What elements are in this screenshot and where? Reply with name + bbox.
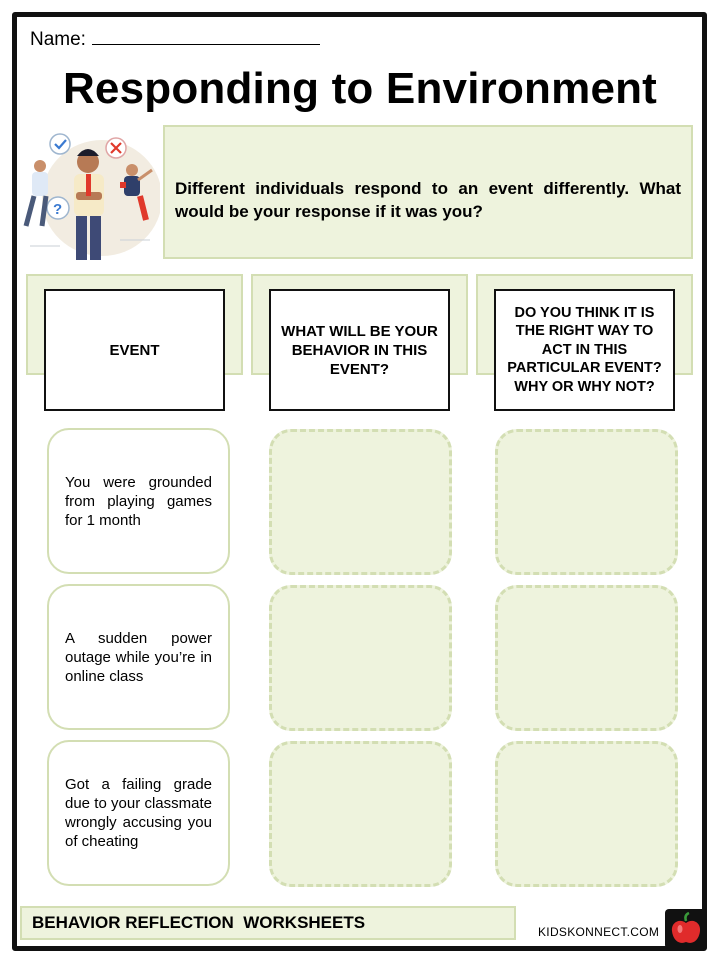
name-blank-line[interactable] [92,28,320,45]
column-header-right-way: DO YOU THINK IT IS THE RIGHT WAY TO ACT IN THIS PARTICULAR EVENT? WHY OR WHY NOT? [494,289,675,411]
footer-label: BEHAVIOR REFLECTION WORKSHEETS [32,913,366,932]
people-deciding-illustration [20,130,160,262]
event-card [47,428,230,574]
behavior-answer-box[interactable] [269,741,452,887]
prompt-text: Different individuals respond to an event differently. What would be your response if it was you? [175,179,681,221]
right-way-answer-box[interactable] [495,741,678,887]
event-text: Got a failing grade due to your classmate wrongly accusing you of cheating [65,776,212,850]
footer-bar [20,906,516,940]
event-text: A sudden power outage while you’re in online class [65,629,212,685]
apple-icon [665,909,707,949]
event-card [47,584,230,730]
column-header-event: EVENT [44,289,225,411]
event-card [47,740,230,886]
right-way-answer-box[interactable] [495,585,678,731]
svg-text:?: ? [53,201,63,218]
right-way-answer-box[interactable] [495,429,678,575]
brand-text: KIDSKONNECT.COM [538,925,660,939]
behavior-answer-box[interactable] [269,585,452,731]
event-text: You were grounded from playing games for 1 month [65,473,212,529]
prompt-box [163,125,693,259]
name-field [30,28,320,51]
behavior-answer-box[interactable] [269,429,452,575]
name-label: Name: [30,29,86,50]
page-title: Responding to Environment [62,64,658,113]
column-header-behavior: WHAT WILL BE YOUR BEHAVIOR IN THIS EVENT? [269,289,450,411]
